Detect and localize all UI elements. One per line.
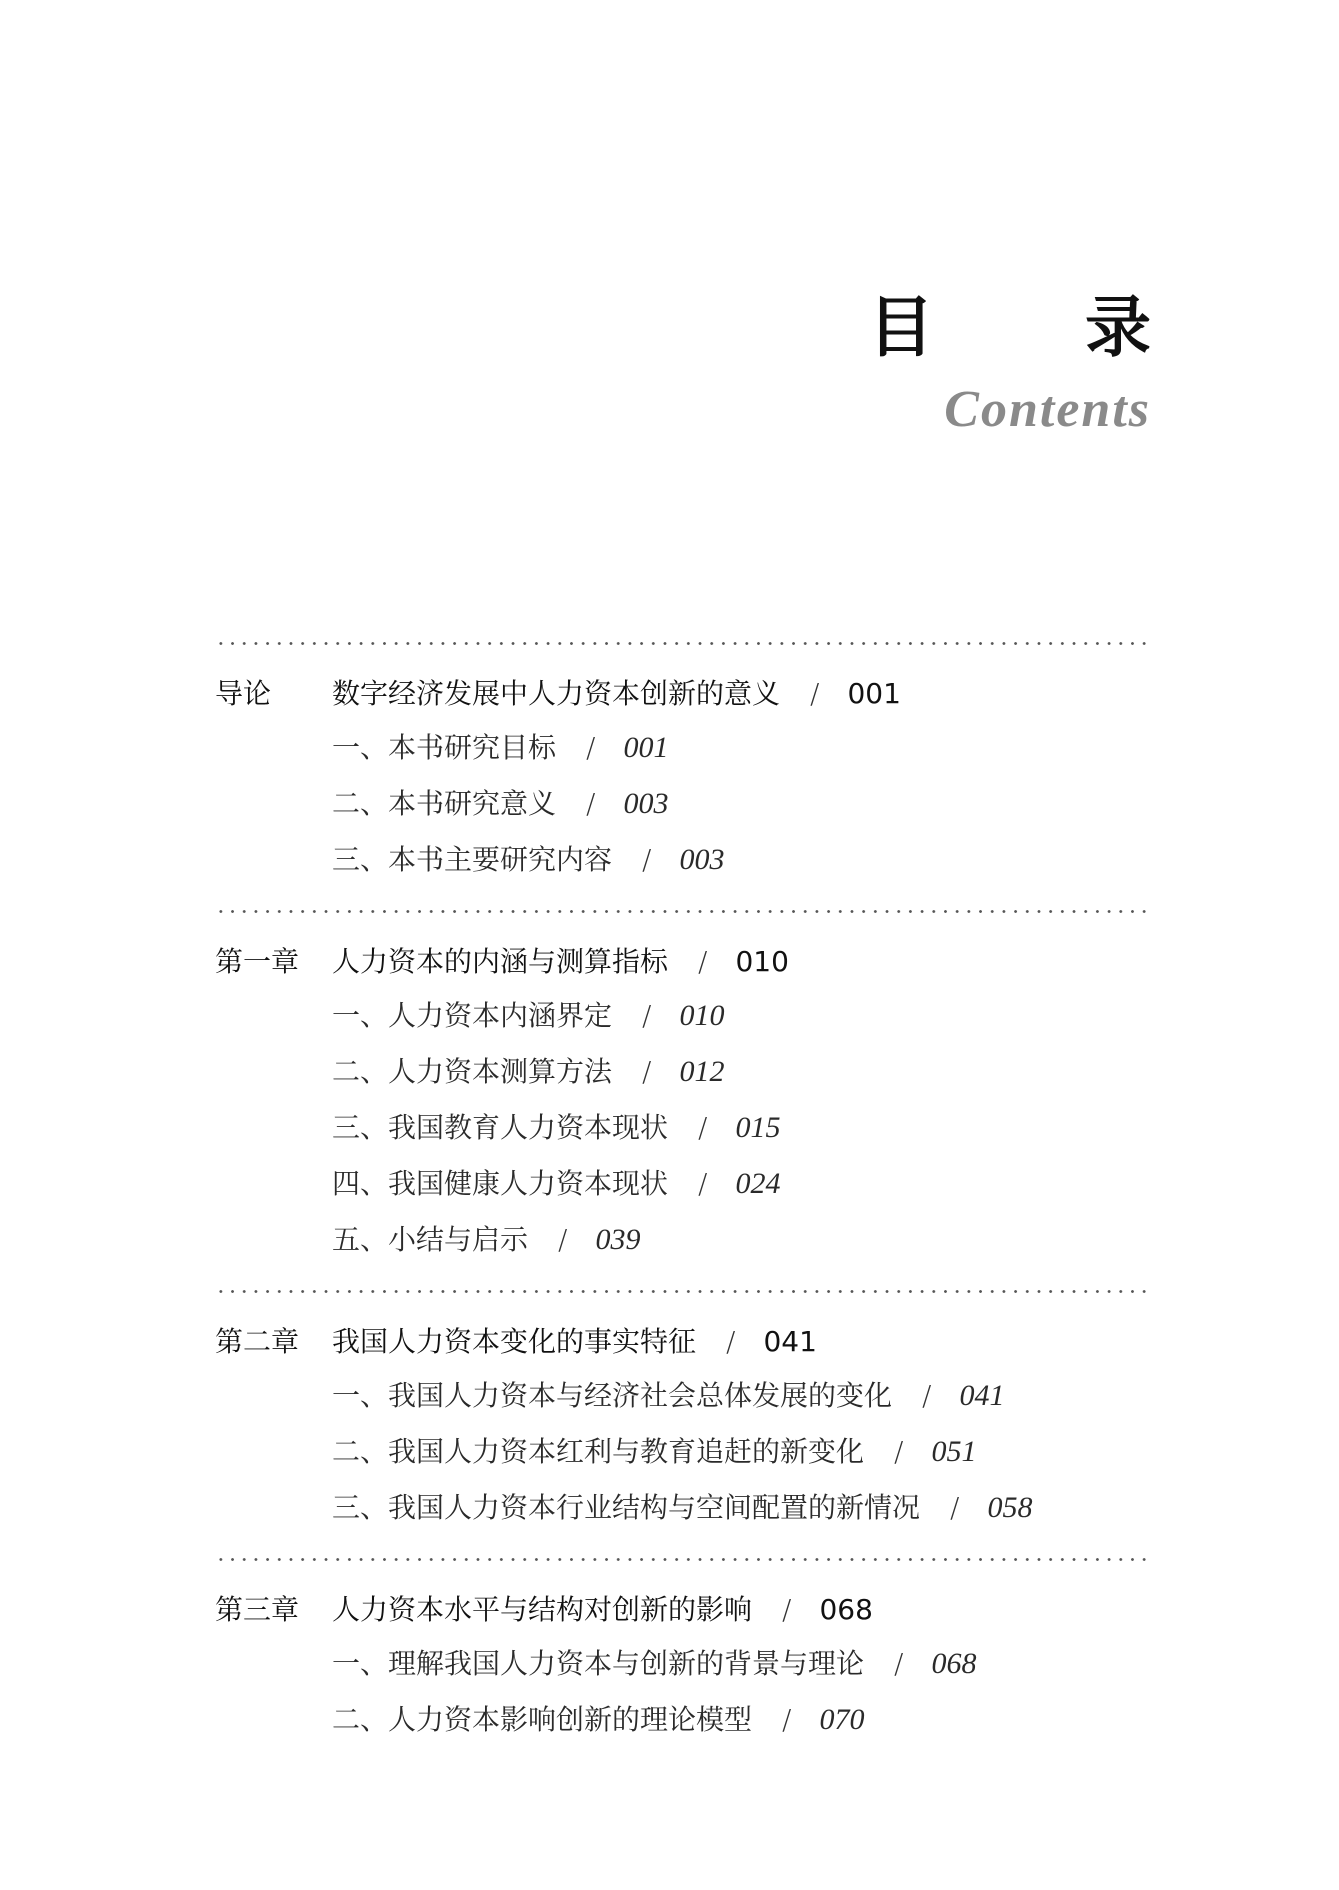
toc-section-entry[interactable] [215, 1636, 1151, 1692]
page-number: 012 [679, 1055, 725, 1088]
toc-section-entry[interactable] [215, 1424, 1151, 1480]
separator: / [894, 1435, 904, 1468]
chapter-block [215, 1558, 1151, 1748]
section-title: 二、人力资本测算方法 [332, 1055, 613, 1088]
toc-chapter-entry[interactable] [215, 668, 1151, 720]
page-number: 010 [679, 999, 725, 1032]
separator: / [558, 1223, 568, 1256]
separator: / [642, 999, 652, 1032]
section-title: 一、人力资本内涵界定 [332, 999, 613, 1032]
chapter-title: 人力资本的内涵与测算指标 [332, 945, 669, 978]
table-of-contents [215, 642, 1151, 1770]
toc-section-entry[interactable] [215, 1100, 1151, 1156]
page-number: 041 [959, 1379, 1005, 1412]
page-number: 041 [763, 1325, 817, 1358]
separator: / [782, 1593, 792, 1626]
dotted-divider [215, 1558, 1151, 1561]
chapter-block [215, 1290, 1151, 1536]
toc-section-entry[interactable] [215, 1692, 1151, 1748]
page-number: 001 [623, 731, 669, 764]
section-title: 三、我国人力资本行业结构与空间配置的新情况 [332, 1491, 921, 1524]
chapter-label: 第一章 [215, 945, 300, 978]
page-number: 003 [623, 787, 669, 820]
separator: / [726, 1325, 736, 1358]
page-number: 051 [931, 1435, 977, 1468]
toc-section-entry[interactable] [215, 1480, 1151, 1536]
section-title: 三、本书主要研究内容 [332, 843, 613, 876]
section-title: 一、本书研究目标 [332, 731, 557, 764]
separator: / [922, 1379, 932, 1412]
toc-chapter-entry[interactable] [215, 936, 1151, 988]
page-number: 015 [735, 1111, 781, 1144]
page-number: 001 [847, 677, 901, 710]
chapter-label: 第三章 [215, 1593, 300, 1626]
separator: / [586, 787, 596, 820]
page-number: 024 [735, 1167, 781, 1200]
separator: / [894, 1647, 904, 1680]
chapter-label: 导论 [215, 677, 272, 710]
separator: / [698, 1111, 708, 1144]
page-number: 003 [679, 843, 725, 876]
separator: / [642, 843, 652, 876]
chapter-title: 数字经济发展中人力资本创新的意义 [332, 677, 781, 710]
page-number: 010 [735, 945, 789, 978]
chapter-title: 我国人力资本变化的事实特征 [332, 1325, 697, 1358]
toc-section-entry[interactable] [215, 988, 1151, 1044]
dotted-divider [215, 1290, 1151, 1293]
chapter-block [215, 642, 1151, 888]
toc-section-entry[interactable] [215, 1156, 1151, 1212]
chapter-label: 第二章 [215, 1325, 300, 1358]
title-block [868, 288, 1215, 440]
toc-chapter-entry[interactable] [215, 1316, 1151, 1368]
toc-section-entry[interactable] [215, 720, 1151, 776]
section-title: 二、人力资本影响创新的理论模型 [332, 1703, 753, 1736]
separator: / [782, 1703, 792, 1736]
page-number: 058 [987, 1491, 1033, 1524]
separator: / [950, 1491, 960, 1524]
chapter-title: 人力资本水平与结构对创新的影响 [332, 1593, 753, 1626]
dotted-divider [215, 910, 1151, 913]
toc-section-entry[interactable] [215, 832, 1151, 888]
page-subtitle: Contents [944, 381, 1151, 438]
section-title: 四、我国健康人力资本现状 [332, 1167, 669, 1200]
toc-section-entry[interactable] [215, 1368, 1151, 1424]
page-number: 068 [931, 1647, 977, 1680]
toc-section-entry[interactable] [215, 776, 1151, 832]
separator: / [698, 1167, 708, 1200]
page-number: 068 [819, 1593, 873, 1626]
separator: / [586, 731, 596, 764]
page-number: 039 [595, 1223, 641, 1256]
section-title: 二、本书研究意义 [332, 787, 557, 820]
section-title: 一、理解我国人力资本与创新的背景与理论 [332, 1647, 865, 1680]
section-title: 五、小结与启示 [332, 1223, 529, 1256]
separator: / [642, 1055, 652, 1088]
page-number: 070 [819, 1703, 865, 1736]
dotted-divider [215, 642, 1151, 645]
separator: / [698, 945, 708, 978]
section-title: 三、我国教育人力资本现状 [332, 1111, 669, 1144]
separator: / [810, 677, 820, 710]
section-title: 二、我国人力资本红利与教育追赶的新变化 [332, 1435, 865, 1468]
chapter-block [215, 910, 1151, 1268]
section-title: 一、我国人力资本与经济社会总体发展的变化 [332, 1379, 893, 1412]
page-title: 目 录 [868, 289, 1215, 366]
toc-section-entry[interactable] [215, 1044, 1151, 1100]
toc-section-entry[interactable] [215, 1212, 1151, 1268]
toc-chapter-entry[interactable] [215, 1584, 1151, 1636]
